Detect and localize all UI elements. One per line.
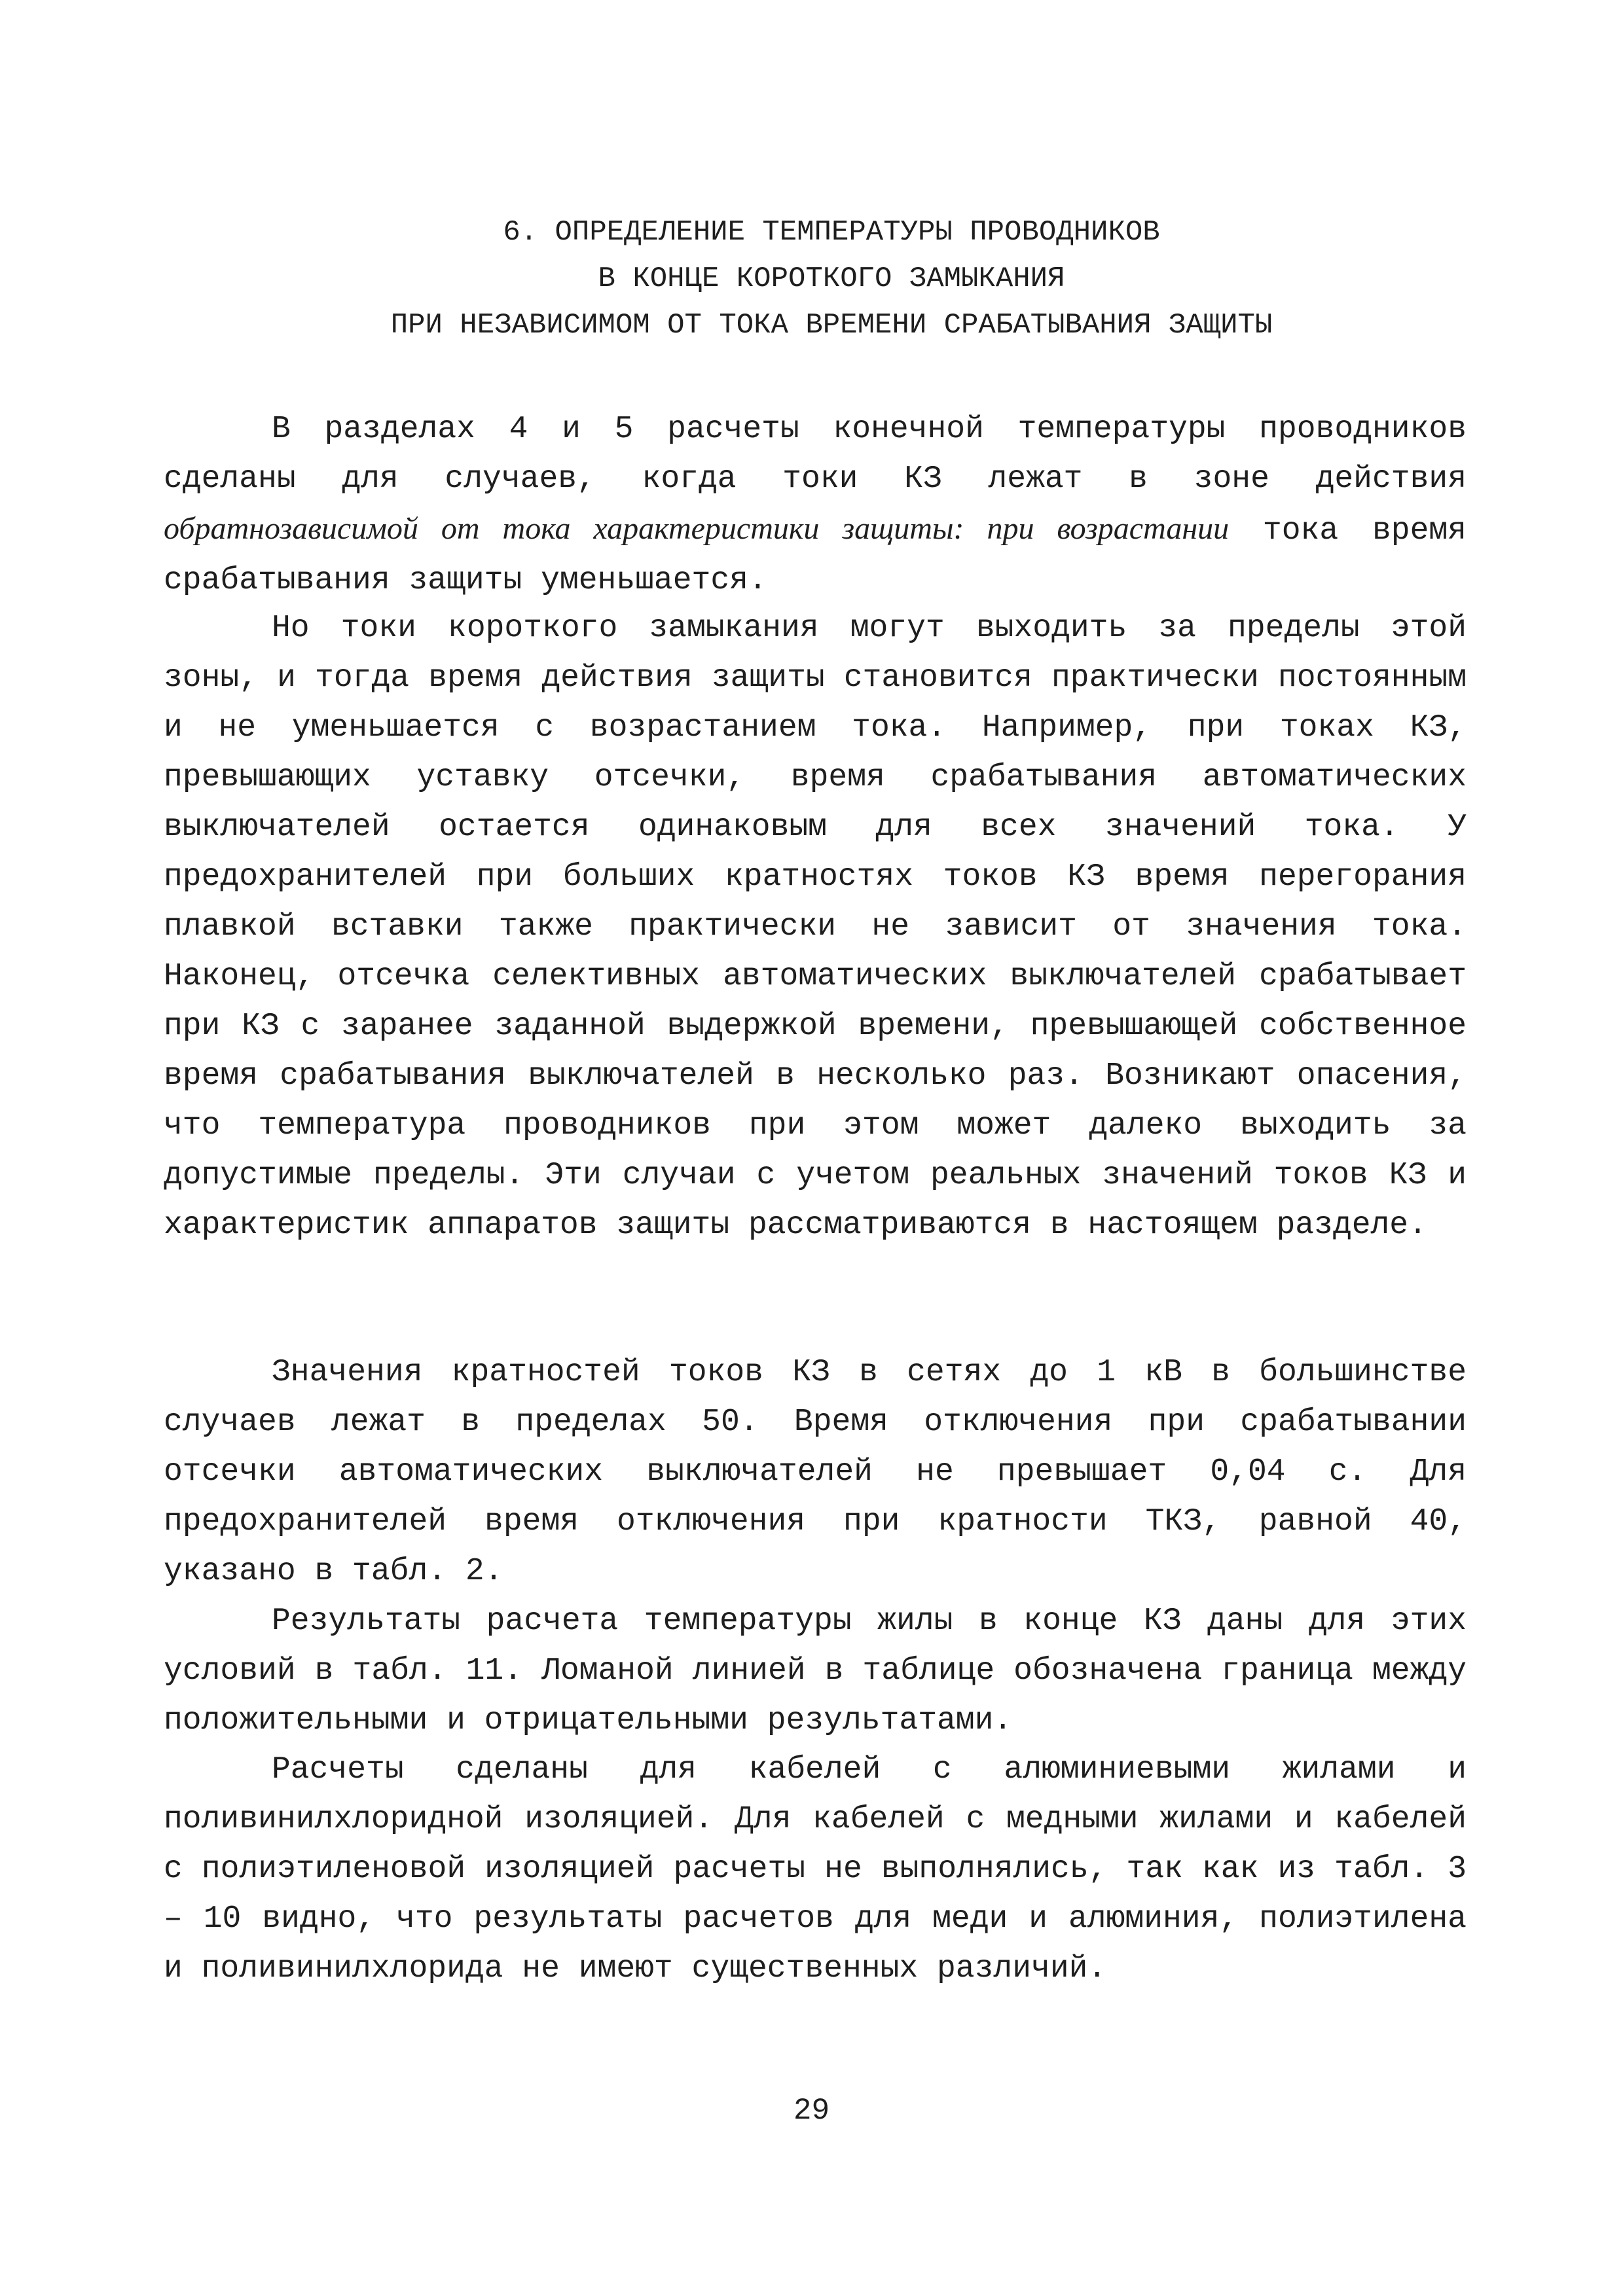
paragraph-1 — [164, 404, 1467, 605]
section-heading-line-1: 6. ОПРЕДЕЛЕНИЕ ТЕМПЕРАТУРЫ ПРОВОДНИКОВ — [503, 216, 1160, 249]
paragraph-2: Но токи короткого замыкания могут выходить за пределы этой зоны, и тогда время действия защиты становится практически постоянным и не уменьшается с возрастанием тока. Например, при токах КЗ, превышающих уставку отсечки, время срабатывания автоматических выключателей остается одинаковым для всех значений тока. У предохранителей при больших кратностях токов КЗ время перегорания плавкой вставки также практически не зависит от значения тока. Наконец, отсечка селективных автоматических выключателей срабатывает при КЗ с заранее заданной выдержкой времени, превышающей собственное время срабатывания выключателей в несколько раз. Возникают опасения, что температура проводников при этом может далеко выходить за допустимые пределы. Эти случаи с учетом реальных значений токов КЗ и характеристик аппаратов защиты рассматриваются в настоящем разделе. — [164, 611, 1467, 1243]
section-heading-line-2: В КОНЦЕ КОРОТКОГО ЗАМЫКАНИЯ — [598, 262, 1065, 295]
paragraph-3: Значения кратностей токов КЗ в сетях до 1 кВ в большинстве случаев лежат в пределах 50. Время отключения при срабатывании отсечки автоматических выключателей не превышает 0,04 с. Для предохранителей время отключения при кратности ТКЗ, равной 40, указано в табл. 2. — [164, 1355, 1467, 1589]
paragraph-4: Результаты расчета температуры жилы в конце КЗ даны для этих условий в табл. 11. Ломаной линией в таблице обозначена граница между положительными и отрицательными результатами. — [164, 1604, 1467, 1738]
paragraph-1-italic: обратнозависимой от тока характеристики защиты: при возрастании — [164, 511, 1230, 546]
section-heading-line-3: ПРИ НЕЗАВИСИМОМ ОТ ТОКА ВРЕМЕНИ СРАБАТЫВАНИЯ ЗАЩИТЫ — [390, 309, 1273, 342]
paragraph-1-end: тока время срабатывания защиты уменьшается. — [164, 513, 1467, 598]
paragraph-5: Расчеты сделаны для кабелей с алюминиевыми жилами и поливинилхлоридной изоляцией. Для кабелей с медными жилами и кабелей с полиэтиленовой изоляцией расчеты не выполнялись, так как из табл. 3 – 10 видно, что результаты расчетов для меди и алюминия, полиэтилена и поливинилхлорида не имеют существенных различий. — [164, 1752, 1467, 1986]
page-number: 29 — [793, 2094, 830, 2128]
paragraph-1-start: В разделах 4 и 5 расчеты конечной температуры проводников сделаны для случаев, когда токи КЗ лежат в зоне действия — [164, 412, 1467, 497]
